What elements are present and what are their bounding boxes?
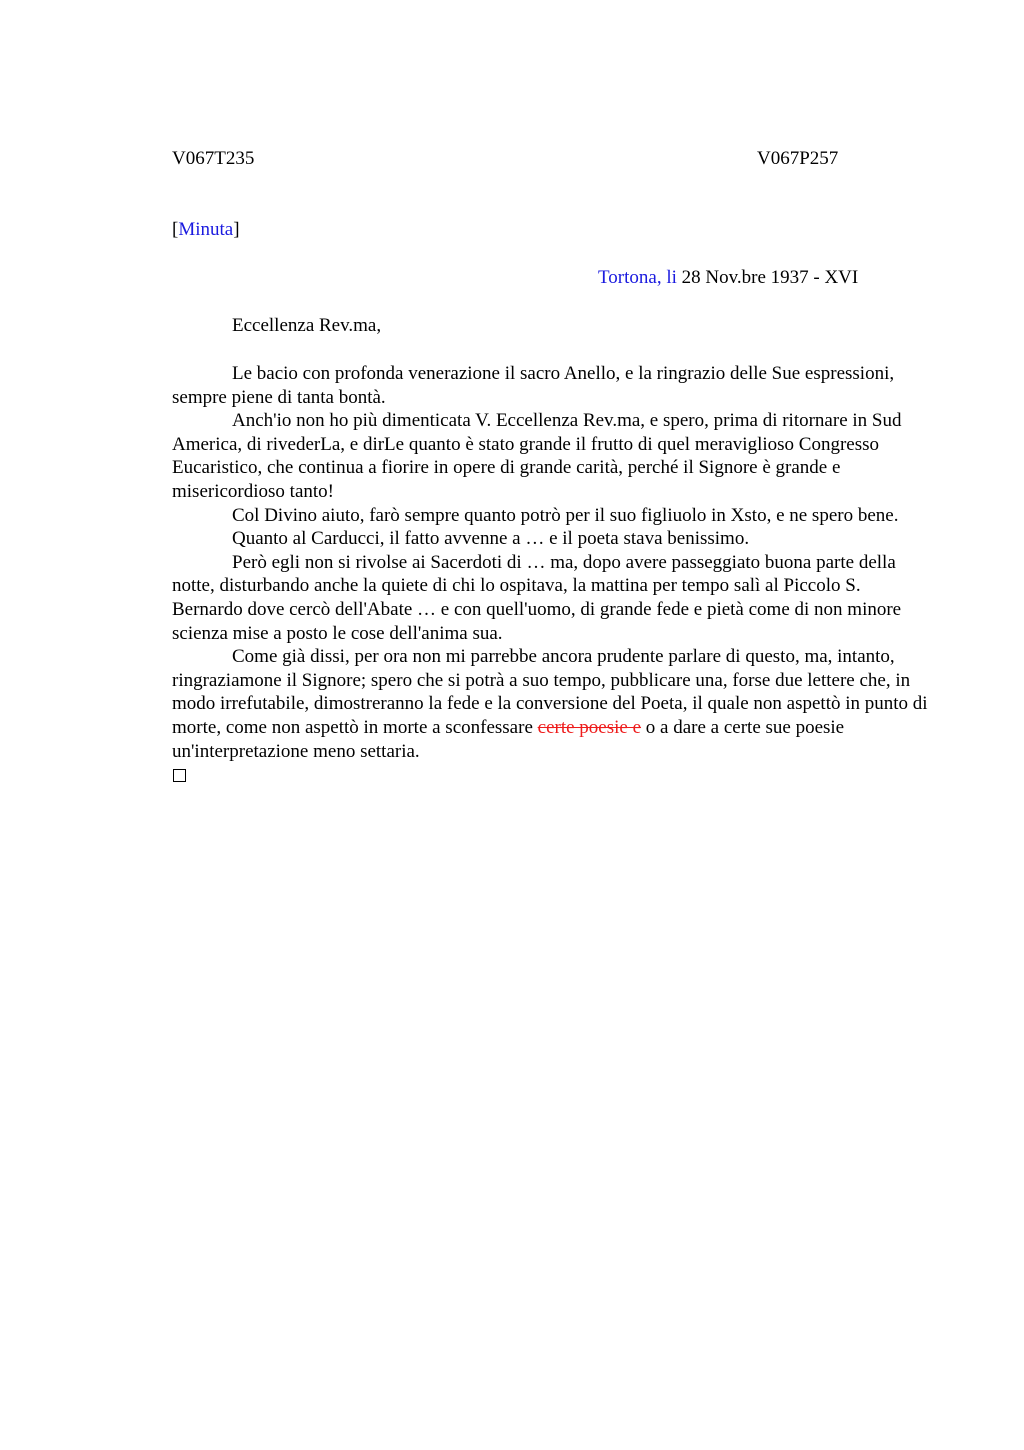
end-marker-box-icon bbox=[173, 769, 186, 782]
struck-deletion: certe poesie e bbox=[537, 716, 642, 738]
dateline-place: Tortona, li bbox=[598, 267, 677, 288]
dateline bbox=[598, 267, 858, 289]
dateline-date: 28 Nov.bre 1937 - XVI bbox=[676, 267, 859, 288]
minuta-annotation bbox=[172, 219, 240, 241]
paragraph-3: Col Divino aiuto, farò sempre quanto potrò per il suo figliuolo in Xsto, e ne spero bene. bbox=[232, 504, 899, 526]
paragraph-6-text-before: Come già dissi, per ora non mi parrebbe ancora prudente parlare di questo, ma, intanto, ringraziamone il Signore; spero che si potrà a suo tempo, pubblicare una, forse due lettere che, in modo irrefutabile, dimostreranno la fede e la conversione del Poeta, il quale non aspettò in punto di morte, come non aspettò in morte a sconfessare bbox=[172, 646, 928, 738]
paragraph-1: Le bacio con profonda venerazione il sacro Anello, e la ringrazio delle Sue espressioni, sempre piene di tanta bontà. bbox=[172, 363, 895, 408]
paragraph-5: Però egli non si rivolse ai Sacerdoti di … ma, dopo avere passeggiato buona parte della notte, disturbando anche la quiete di chi lo ospitava, la mattina per tempo salì al Piccolo S. Bernardo dove cercò dell'Abate … e con quell'uomo, di grande fede e pietà come di non minore scienza mise a posto le cose dell'anima sua. bbox=[172, 551, 902, 644]
paragraph-2: Anch'io non ho più dimenticata V. Eccellenza Rev.ma, e spero, prima di ritornare in Sud America, di rivederLa, e dirLe quanto è stato grande il frutto di quel meraviglioso Congresso Eucaristico, che continua a fiorire in opere di grande carità, perché il Signore è grande e misericordioso tanto! bbox=[172, 410, 902, 502]
document-id-left: V067T235 bbox=[172, 148, 255, 169]
minuta-label: Minuta bbox=[178, 219, 234, 240]
close-bracket: ] bbox=[233, 219, 240, 240]
document-id-right: V067P257 bbox=[757, 148, 839, 169]
open-bracket: [ bbox=[172, 219, 179, 240]
letter-body bbox=[172, 362, 932, 789]
salutation: Eccellenza Rev.ma, bbox=[232, 315, 382, 336]
paragraph-4: Quanto al Carducci, il fatto avvenne a … e il poeta stava benissimo. bbox=[232, 528, 750, 550]
paragraph-6-text-after: o a dare a certe sue poesie un'interpretazione meno settaria. bbox=[172, 716, 845, 762]
paragraph-6 bbox=[172, 645, 932, 763]
